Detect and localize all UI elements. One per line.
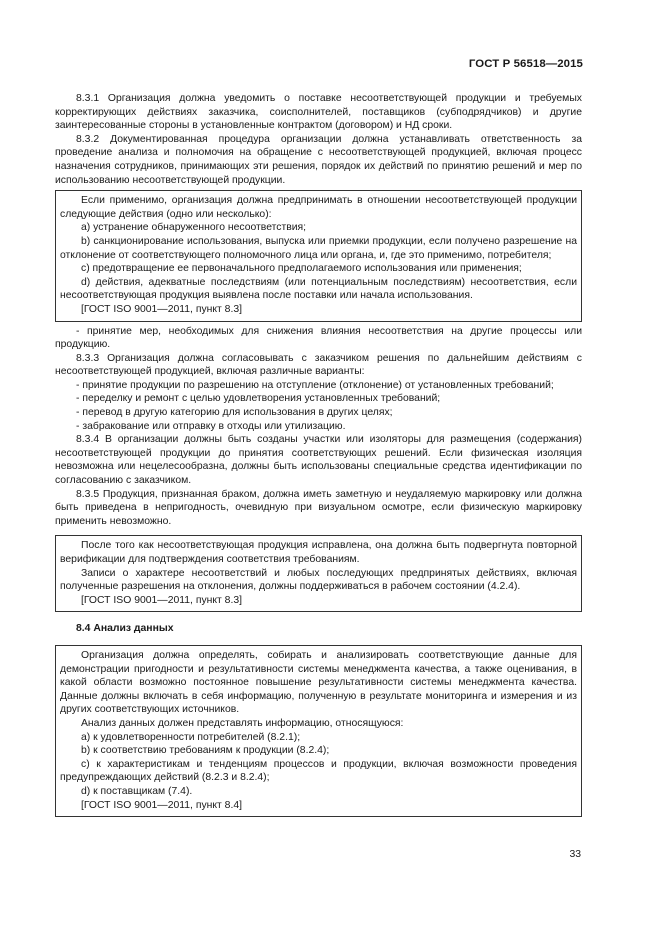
box-paragraph: Если применимо, организация должна предпринимать в отношении несоответствующей продукции следующие действия (одно или несколько): <box>60 195 577 220</box>
dash-item: - забракование или отправку в отходы или утилизацию. <box>76 420 346 432</box>
box-paragraph: Анализ данных должен представлять информацию, относящуюся: <box>81 717 404 729</box>
box-reference: [ГОСТ ISO 9001—2011, пункт 8.3] <box>81 594 243 606</box>
clause-8-3-3: 8.3.3 Организация должна согласовывать с заказчиком решения по дальнейшим действиям с несоответствующей продукцией, включая различные варианты: <box>55 352 582 378</box>
iso-quote-box-8-4 <box>55 645 582 817</box>
clause-8-3-4: 8.3.4 В организации должны быть созданы участки или изоляторы для размещения (содержания) несоответствующей продукции до принятия соответствующих решений. Если физическая изоляция невозможна или нецелесообразна, должны быть использованы специальные средства идентификации по согласованию с заказчиком. <box>55 434 582 487</box>
box-list-item-d: d) к поставщикам (7.4). <box>81 785 193 797</box>
box-paragraph: Организация должна определять, собирать и анализировать соответствующие данные для демонстрации пригодности и результативности системы менеджмента качества, а также оценивания, в какой области возможно постоянное повышение результативности системы менеджмента качества. Данные должны включать в себя информацию, полученную в результате мониторинга и измерения и из других соответствующих источников. <box>60 649 577 716</box>
dash-item: - принятие мер, необходимых для снижения влияния несоответствия на другие процессы или продукцию. <box>55 325 582 351</box>
iso-quote-box-8-3-a <box>55 190 582 321</box>
box-list-item-b: b) к соответствию требованиям к продукции (8.2.4); <box>81 745 330 757</box>
box-paragraph: Записи о характере несоответствий и любых последующих предпринятых действиях, включая полученные разрешения на отклонения, должны поддерживаться в рабочем состоянии (4.2.4). <box>60 567 577 593</box>
dash-item: - переделку и ремонт с целью удовлетворения установленных требований; <box>76 393 441 405</box>
clause-8-3-5: 8.3.5 Продукция, признанная браком, должна иметь заметную и неудаляемую маркировку или должна быть приведена в непригодность, очевидную при визуальном осмотре, если физическую маркировку применить невозможно. <box>55 488 582 527</box>
box-list-item-a: a) устранение обнаруженного несоответствия; <box>81 222 307 234</box>
standard-number: ГОСТ Р 56518—2015 <box>468 58 583 70</box>
box-reference: [ГОСТ ISO 9001—2011, пункт 8.3] <box>81 303 243 315</box>
dash-item: - принятие продукции по разрешению на отступление (отклонение) от установленных требований; <box>76 379 554 391</box>
box-paragraph: После того как несоответствующая продукция исправлена, она должна быть подвергнута повторной верификации для подтверждения соответствия требованиям. <box>60 540 577 565</box>
page-content <box>55 92 582 820</box>
clause-8-3-1: 8.3.1 Организация должна уведомить о поставке несоответствующей продукции и требуемых корректирующих действиях заказчика, соисполнителей, поставщиков (субподрядчиков) и другие заинтересованные стороны в установленные контрактом (договором) и НД сроки. <box>55 93 582 132</box>
iso-quote-box-8-3-b <box>55 535 582 612</box>
box-list-item-b: b) санкционирование использования, выпуска или приемки продукции, если получено разрешение на отклонение от соответствующего полномочного лица или органа, и, где это применимо, потребителя; <box>60 235 577 261</box>
box-list-item-d: d) действия, адекватные последствиям (или потенциальным последствиям) несоответствия, если несоответствующая продукция выявлена после поставки или начала использования. <box>60 276 577 302</box>
page-number: 33 <box>569 849 581 860</box>
box-list-item-a: a) к удовлетворенности потребителей (8.2.1); <box>81 731 301 743</box>
section-heading-8-4: 8.4 Анализ данных <box>76 623 174 635</box>
dash-item: - перевод в другую категорию для использования в других целях; <box>76 407 393 419</box>
box-list-item-c: c) предотвращение ее первоначального предполагаемого использования или применения; <box>81 263 522 275</box>
box-reference: [ГОСТ ISO 9001—2011, пункт 8.4] <box>81 799 243 811</box>
clause-8-3-2: 8.3.2 Документированная процедура организации должна устанавливать ответственность за проведение анализа и полномочия на обращение с несоответствующей продукцией, включая процесс назначения сотрудников, принимающих эти решения, порядок их действий по принятию решений и мер по использованию несоответствующей продукции. <box>55 133 582 186</box>
box-list-item-c: c) к характеристикам и тенденциям процессов и продукции, включая возможности проведения предупреждающих действий (8.2.3 и 8.2.4); <box>60 758 577 784</box>
